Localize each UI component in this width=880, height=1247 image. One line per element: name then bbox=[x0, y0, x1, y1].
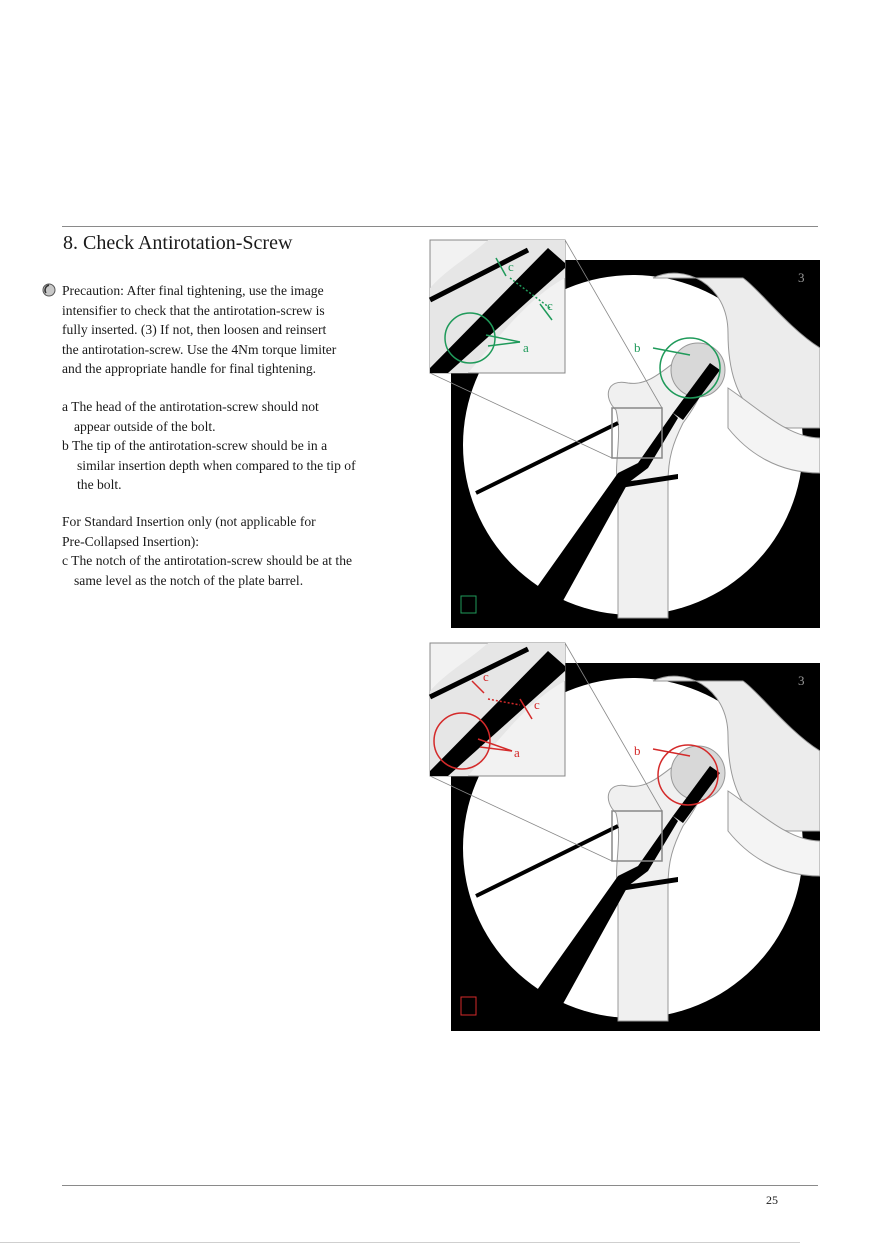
check-a-line: appear outside of the bolt. bbox=[74, 418, 216, 434]
precaution-label: Precaution: bbox=[62, 283, 124, 298]
precaution-line: fully inserted. (3) If not, then loosen and reinsert bbox=[62, 322, 327, 337]
check-c-line: same level as the notch of the plate barrel. bbox=[74, 572, 304, 588]
check-b-line: similar insertion depth when compared to the tip of bbox=[77, 457, 356, 473]
label-c-top: c bbox=[508, 259, 514, 274]
precaution-line: the antirotation-screw. Use the 4Nm torque limiter bbox=[62, 341, 337, 357]
page-number: 25 bbox=[766, 1193, 778, 1207]
label-b: b bbox=[634, 340, 641, 355]
figure-number: 3 bbox=[798, 673, 805, 688]
footer-rule bbox=[0, 1242, 800, 1243]
label-c-right: c bbox=[547, 298, 553, 313]
label-c-right: c bbox=[534, 697, 540, 712]
page-title: 8. Check Antirotation-Screw bbox=[63, 232, 293, 254]
standard-line: For Standard Insertion only (not applicable for bbox=[62, 514, 316, 529]
check-b-line: b The tip of the antirotation-screw should be in a bbox=[62, 438, 328, 453]
label-b: b bbox=[634, 743, 641, 758]
xray-figure-correct bbox=[428, 238, 820, 628]
xray-figure-incorrect bbox=[428, 641, 820, 1031]
bottom-rule bbox=[62, 1185, 818, 1186]
check-b-line: the bolt. bbox=[77, 477, 122, 492]
standard-insertion-note bbox=[62, 512, 402, 590]
label-c-top: c bbox=[483, 669, 489, 684]
check-list bbox=[62, 397, 402, 495]
check-c-line: c The notch of the antirotation-screw should be at the bbox=[62, 553, 353, 568]
zoom-inset bbox=[430, 643, 565, 776]
precaution-line: and the appropriate handle for final tightening. bbox=[62, 361, 317, 376]
top-rule bbox=[62, 226, 818, 227]
label-a: a bbox=[523, 340, 529, 355]
precaution-paragraph bbox=[62, 281, 402, 379]
figure-number: 3 bbox=[798, 270, 805, 285]
precaution-line: intensifier to check that the antirotation-screw is bbox=[62, 302, 325, 318]
label-a: a bbox=[514, 745, 520, 760]
precaution-line: After final tightening, use the image bbox=[123, 283, 324, 298]
standard-line: Pre-Collapsed Insertion): bbox=[62, 533, 200, 549]
precaution-icon bbox=[42, 283, 56, 297]
check-a-line: a The head of the antirotation-screw should not bbox=[62, 399, 319, 414]
